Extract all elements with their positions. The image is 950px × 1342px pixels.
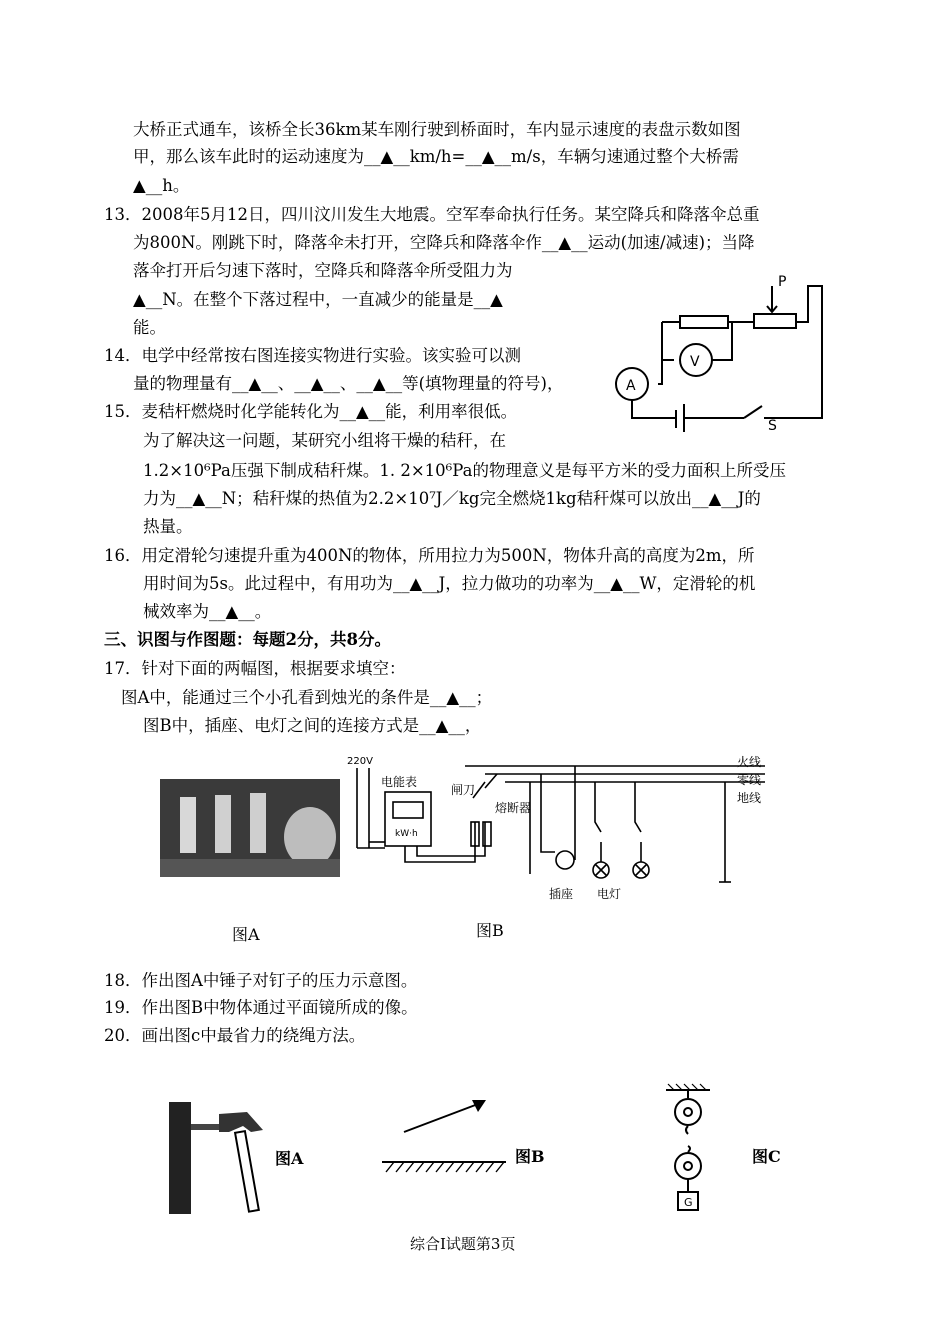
text-line-14: 力为__▲__N；秸秆煤的热值为2.2×10⁷J／kg完全燃烧1kg秸秆煤可以放出__▲__J的	[143, 489, 761, 508]
neutral-wire-label: 零线	[737, 773, 762, 787]
wiring-diagram	[345, 752, 775, 902]
ammeter-label: A	[626, 378, 636, 394]
section-heading: 三、识图与作图题：每题2分，共8分。	[104, 630, 391, 649]
text-line-15: 热量。	[143, 517, 193, 536]
voltmeter-label: V	[690, 354, 700, 370]
ground-wire-label: 地线	[737, 791, 762, 805]
weight-label: G	[684, 1196, 693, 1209]
text-line-10: 量的物理量有__▲__、__▲__、__▲__等(填物理量的符号)，	[133, 374, 564, 393]
circuit-diagram	[612, 272, 832, 442]
figure-a-caption: 图A	[232, 925, 260, 944]
socket-label: 插座	[549, 887, 574, 901]
fuse-label: 熔断器	[495, 801, 532, 815]
question-13: 13．2008年5月12日，四川汶川发生大地震。空军奉命执行任务。某空降兵和降落伞总重	[104, 205, 760, 224]
question-18: 18．作出图A中锤子对钉子的压力示意图。	[104, 971, 418, 990]
text-line-5: 为800N。刚跳下时，降落伞未打开，空降兵和降落伞作__▲__运动(加速/减速)；当降	[133, 233, 755, 252]
live-wire-label: 火线	[737, 755, 762, 769]
hammer-figure	[165, 1098, 275, 1218]
pinhole-photo	[160, 779, 340, 877]
question-17: 17．针对下面的两幅图，根据要求填空：	[104, 659, 406, 678]
meter-label: 电能表	[381, 775, 418, 789]
text-line-18: 械效率为__▲__。	[143, 602, 272, 621]
question-16: 16．用定滑轮匀速提升重为400N的物体，所用拉力为500N，物体升高的高度为2m，所	[104, 546, 755, 565]
mirror-figure	[380, 1092, 510, 1182]
slider-label: P	[778, 274, 787, 290]
question-15: 15．麦秸杆燃烧时化学能转化为__▲__能，利用率很低。	[104, 402, 518, 421]
pulley-figure	[660, 1082, 720, 1222]
text-line-3: ▲__h。	[133, 176, 190, 195]
switch-label: S	[768, 418, 777, 434]
knife-switch-label: 闸刀	[451, 783, 476, 797]
text-line-17: 用时间为5s。此过程中，有用功为__▲__J，拉力做功的功率为__▲__W，定滑轮的机	[143, 574, 756, 593]
meter-unit-label: kW·h	[395, 829, 418, 839]
page-footer: 综合Ⅰ试题第3页	[410, 1235, 516, 1253]
figure-b-caption: 图B	[476, 921, 504, 940]
question-19: 19．作出图B中物体通过平面镜所成的像。	[104, 998, 418, 1017]
text-line-21: 图A中，能通过三个小孔看到烛光的条件是__▲__；	[121, 688, 493, 707]
text-line-13: 1.2×10⁶Pa压强下制成秸秆煤。1. 2×10⁶Pa的物理意义是每平方米的受力面积上所受压	[143, 461, 786, 480]
question-14: 14．电学中经常按右图连接实物进行实验。该实验可以测	[104, 346, 521, 365]
text-line-6: 落伞打开后匀速下落时，空降兵和降落伞所受阻力为	[133, 261, 513, 280]
lamp-label: 电灯	[597, 887, 622, 901]
text-line-2: 甲，那么该车此时的运动速度为__▲__km/h=__▲__m/s，车辆匀速通过整个大桥需	[133, 147, 739, 166]
text-line-12: 为了解决这一问题，某研究小组将干燥的秸秆，在	[143, 431, 506, 450]
text-line-22: 图B中，插座、电灯之间的连接方式是__▲__，	[143, 716, 482, 735]
text-line-7: ▲__N。在整个下落过程中，一直减少的能量是__▲	[133, 290, 503, 309]
text-line-8: 能。	[133, 318, 166, 337]
text-line-1: 大桥正式通车，该桥全长36km某车刚行驶到桥面时，车内显示速度的表盘示数如图	[133, 120, 741, 139]
bottom-figure-b-caption: 图B	[515, 1147, 545, 1166]
bottom-figure-a-caption: 图A	[275, 1149, 304, 1168]
bottom-figure-c-caption: 图C	[752, 1147, 781, 1166]
voltage-label: 220V	[347, 756, 373, 767]
question-20: 20．画出图c中最省力的绕绳方法。	[104, 1026, 366, 1045]
